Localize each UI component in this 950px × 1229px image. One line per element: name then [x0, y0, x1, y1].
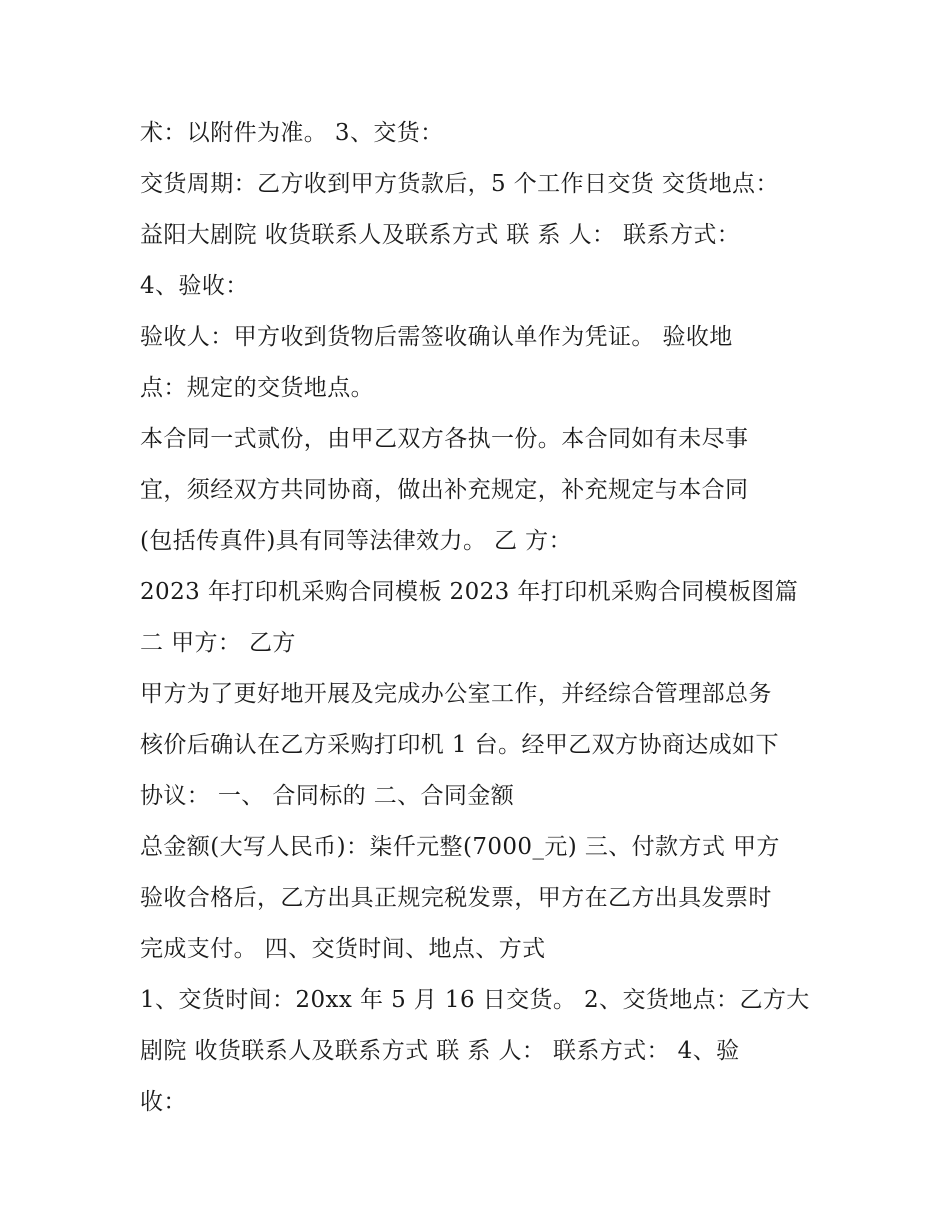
- text-line: 核价后确认在乙方采购打印机 1 台。经甲乙双方协商达成如下: [140, 732, 779, 758]
- text-line: 术：以附件为准。 3、交货：: [140, 120, 444, 146]
- text-line: 甲方为了更好地开展及完成办公室工作，并经综合管理部总务: [140, 681, 772, 707]
- text-line: 宜，须经双方共同协商，做出补充规定，补充规定与本合同: [140, 477, 749, 503]
- text-line: 本合同一式贰份，由甲乙双方各执一份。本合同如有未尽事: [140, 426, 749, 452]
- text-line: 总金额(大写人民币)：柒仟元整(7000_元) 三、付款方式 甲方: [140, 834, 780, 860]
- text-line: 协议： 一、 合同标的 二、合同金额: [140, 783, 515, 809]
- text-line: 剧院 收货联系人及联系方式 联 系 人： 联系方式： 4、验: [140, 1038, 740, 1064]
- text-line: 益阳大剧院 收货联系人及联系方式 联 系 人： 联系方式：: [140, 222, 741, 248]
- text-line: 完成支付。 四、交货时间、地点、方式: [140, 936, 546, 962]
- text-line: 4、验收：: [140, 273, 249, 299]
- text-line: 点：规定的交货地点。: [140, 375, 374, 401]
- text-line: 交货周期：乙方收到甲方货款后，5 个工作日交货 交货地点：: [140, 171, 779, 197]
- text-line: 1、交货时间：20xx 年 5 月 16 日交货。 2、交货地点：乙方大: [140, 987, 810, 1013]
- text-line: 2023 年打印机采购合同模板 2023 年打印机采购合同模板图篇: [140, 579, 799, 605]
- text-line: 验收合格后，乙方出具正规完税发票，甲方在乙方出具发票时: [140, 885, 772, 911]
- document-body: [140, 108, 830, 1128]
- text-line: 二 甲方： 乙方: [140, 630, 296, 656]
- text-line: (包括传真件)具有同等法律效力。 乙 方：: [140, 528, 572, 554]
- text-line: 收：: [140, 1089, 187, 1115]
- text-line: 验收人：甲方收到货物后需签收确认单作为凭证。 验收地: [140, 324, 733, 350]
